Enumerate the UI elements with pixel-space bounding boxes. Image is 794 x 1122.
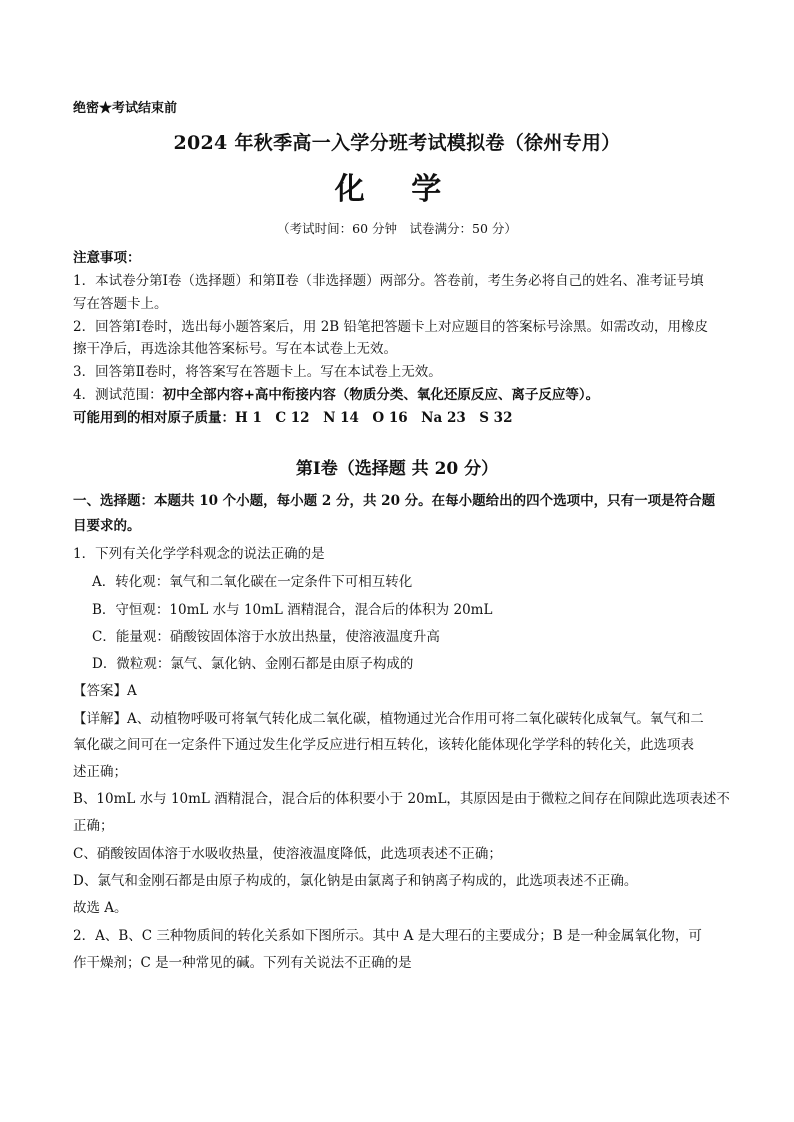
note-2-line-1: 2．回答第Ⅰ卷时，选出每小题答案后，用 2B 铅笔把答题卡上对应题目的答案标号涂黑。如需改动，用橡皮 [73,319,709,335]
question-1-detail-line: 【详解】A、动植物呼吸可将氧气转化成二氧化碳，植物通过光合作用可将二氧化碳转化成氧气。氧气和二 [73,711,704,727]
note-4 [73,383,599,403]
question-1-detail-line: 故选 A。 [73,900,128,916]
question-1-detail-line: 正确； [73,818,114,834]
note-4-scope: 初中全部内容+高中衔接内容（物质分类、氧化还原反应、离子反应等）。 [162,387,600,403]
note-3: 3．回答第Ⅱ卷时，将答案写在答题卡上。写在本试卷上无效。 [73,364,442,380]
question-2-line-1: 2．A、B、C 三种物质间的转化关系如下图所示。其中 A 是大理石的主要成分；B 是一种金属氧化物，可 [73,928,702,944]
note-4-prefix: 4．测试范围： [73,387,163,403]
question-1-detail-line: B、10mL 水与 10mL 酒精混合，混合后的体积要小于 20mL，其原因是由于微粒之间存在间隙此选项表述不 [73,791,730,807]
question-1-detail-line: D、氯气和金刚石都是由原子构成的，氯化钠是由氯离子和钠离子构成的，此选项表述不正确。 [73,873,638,889]
question-1-detail-line: C、硝酸铵固体溶于水吸收热量，使溶液温度降低，此选项表述不正确； [73,846,502,862]
question-1-option-d: D．微粒观：氯气、氯化钠、金刚石都是由原子构成的 [92,656,414,672]
exam-title: 2024 年秋季高一入学分班考试模拟卷（徐州专用） [173,132,621,154]
note-2-line-2: 擦干净后，再选涂其他答案标号。写在本试卷上无效。 [73,341,397,357]
question-1-stem: 1．下列有关化学学科观念的说法正确的是 [73,546,325,562]
question-1-detail-line: 氧化碳之间可在一定条件下通过发生化学反应进行相互转化，该转化能体现化学学科的转化关，此选项表 [73,737,694,753]
confidential-label: 绝密★考试结束前 [73,101,178,116]
section-title: 第Ⅰ卷（选择题 共 20 分） [295,459,499,479]
question-2-line-2: 作干燥剂；C 是一种常见的碱。下列有关说法不正确的是 [73,955,412,971]
note-1-line-1: 1．本试卷分第Ⅰ卷（选择题）和第Ⅱ卷（非选择题）两部分。答卷前，考生务必将自己的姓名、准考证号填 [73,273,704,289]
question-1-option-b: B．守恒观：10mL 水与 10mL 酒精混合，混合后的体积为 20mL [92,602,493,618]
question-1-option-c: C．能量观：硝酸铵固体溶于水放出热量，使溶液温度升高 [92,629,440,645]
exam-info: （考试时间：60 分钟 试卷满分：50 分） [277,221,517,236]
subject-title: 化 学 [334,172,460,207]
section-intro-line-1: 一、选择题：本题共 10 个小题，每小题 2 分，共 20 分。在每小题给出的四个选项中，只有一项是符合题 [73,493,716,509]
note-1-line-2: 写在答题卡上。 [73,296,168,312]
question-1-detail-line: 述正确； [73,764,127,780]
question-1-answer: 【答案】A [73,683,137,699]
section-intro-line-2: 目要求的。 [73,518,141,534]
atomic-mass-line: 可能用到的相对原子质量：H 1 C 12 N 14 O 16 Na 23 S 32 [73,410,513,426]
notes-title: 注意事项： [73,250,141,266]
question-1-option-a: A．转化观：氧气和二氧化碳在一定条件下可相互转化 [92,574,413,590]
